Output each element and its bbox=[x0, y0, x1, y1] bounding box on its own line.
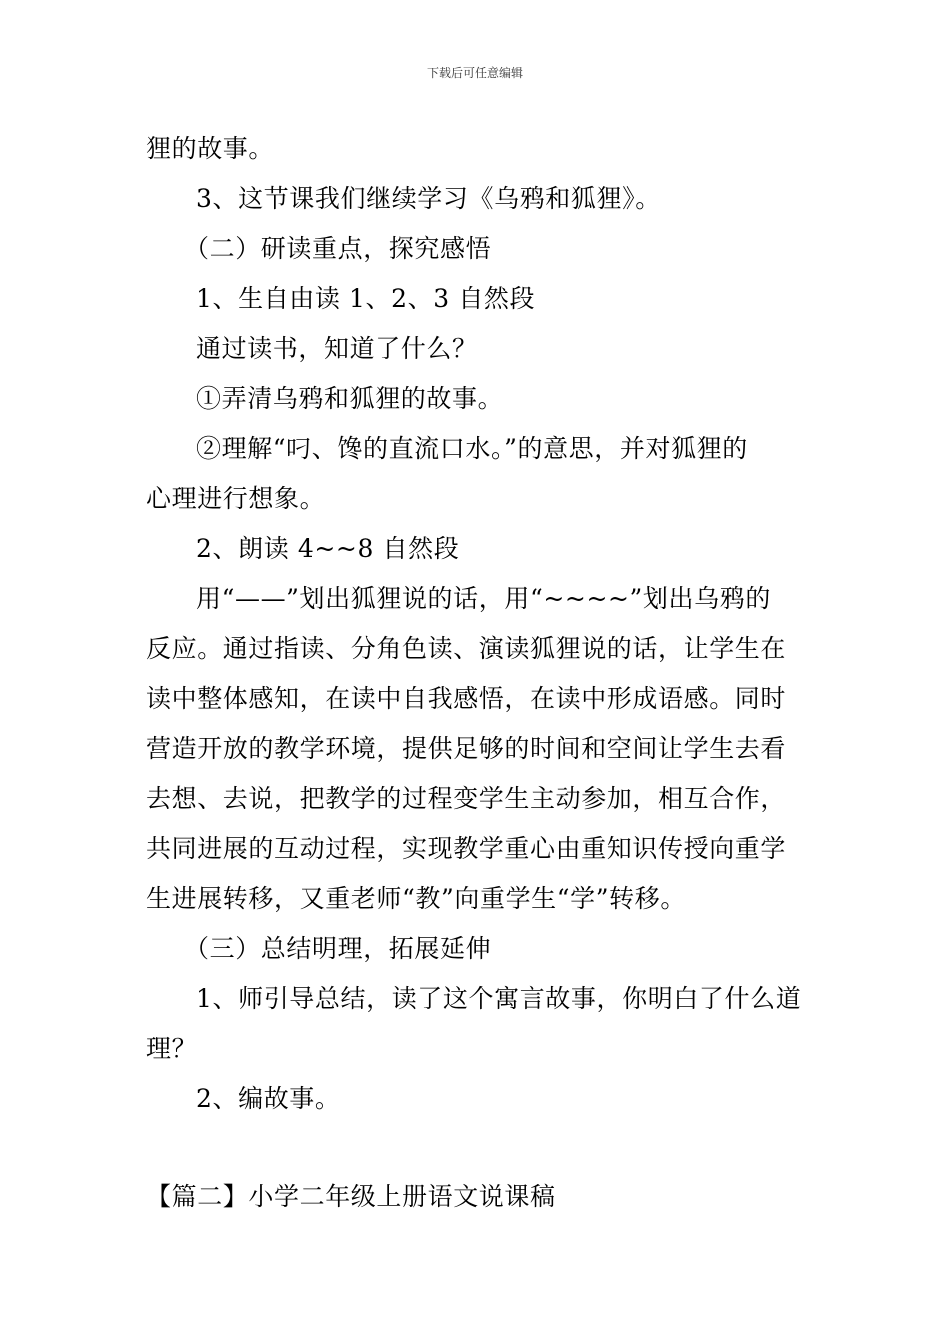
text-line: 狸的故事。 bbox=[146, 134, 275, 163]
text-line: 2、编故事。 bbox=[196, 1084, 341, 1113]
section-heading: （三）总结明理，拓展延伸 bbox=[184, 934, 492, 963]
text-line: 读中整体感知，在读中自我感悟，在读中形成语感。同时 bbox=[146, 684, 787, 713]
text-line: 反应。通过指读、分角色读、演读狐狸说的话，让学生在 bbox=[146, 634, 787, 663]
article-title: 【篇二】小学二年级上册语文说课稿 bbox=[146, 1182, 556, 1211]
text-line: 共同进展的互动过程，实现教学重心由重知识传授向重学 bbox=[146, 834, 787, 863]
text-line: 营造开放的教学环境，提供足够的时间和空间让学生去看 bbox=[146, 734, 787, 763]
text-line: 1、生自由读 1、2、3 自然段 bbox=[196, 284, 536, 313]
text-line: ①弄清乌鸦和狐狸的故事。 bbox=[196, 384, 504, 413]
text-line: ②理解“叼、馋的直流口水。”的意思，并对狐狸的 bbox=[196, 434, 748, 463]
text-line: 生进展转移，又重老师“教”向重学生“学”转移。 bbox=[146, 884, 686, 913]
text-line: 通过读书，知道了什么？ bbox=[196, 334, 478, 363]
text-line: 1、师引导总结，读了这个寓言故事，你明白了什么道 bbox=[196, 984, 802, 1013]
page-header: 下载后可任意编辑 bbox=[426, 66, 523, 80]
text-line: 理？ bbox=[146, 1034, 198, 1063]
text-line: 2、朗读 4~~8 自然段 bbox=[196, 534, 460, 563]
section-heading: （二）研读重点，探究感悟 bbox=[184, 234, 492, 263]
text-line: 3、这节课我们继续学习《乌鸦和狐狸》。 bbox=[196, 184, 661, 213]
text-line: 去想、去说，把教学的过程变学生主动参加，相互合作， bbox=[146, 784, 787, 813]
text-line: 用“——”划出狐狸说的话，用“~~~~”划出乌鸦的 bbox=[196, 584, 771, 613]
text-line: 心理进行想象。 bbox=[146, 484, 326, 513]
